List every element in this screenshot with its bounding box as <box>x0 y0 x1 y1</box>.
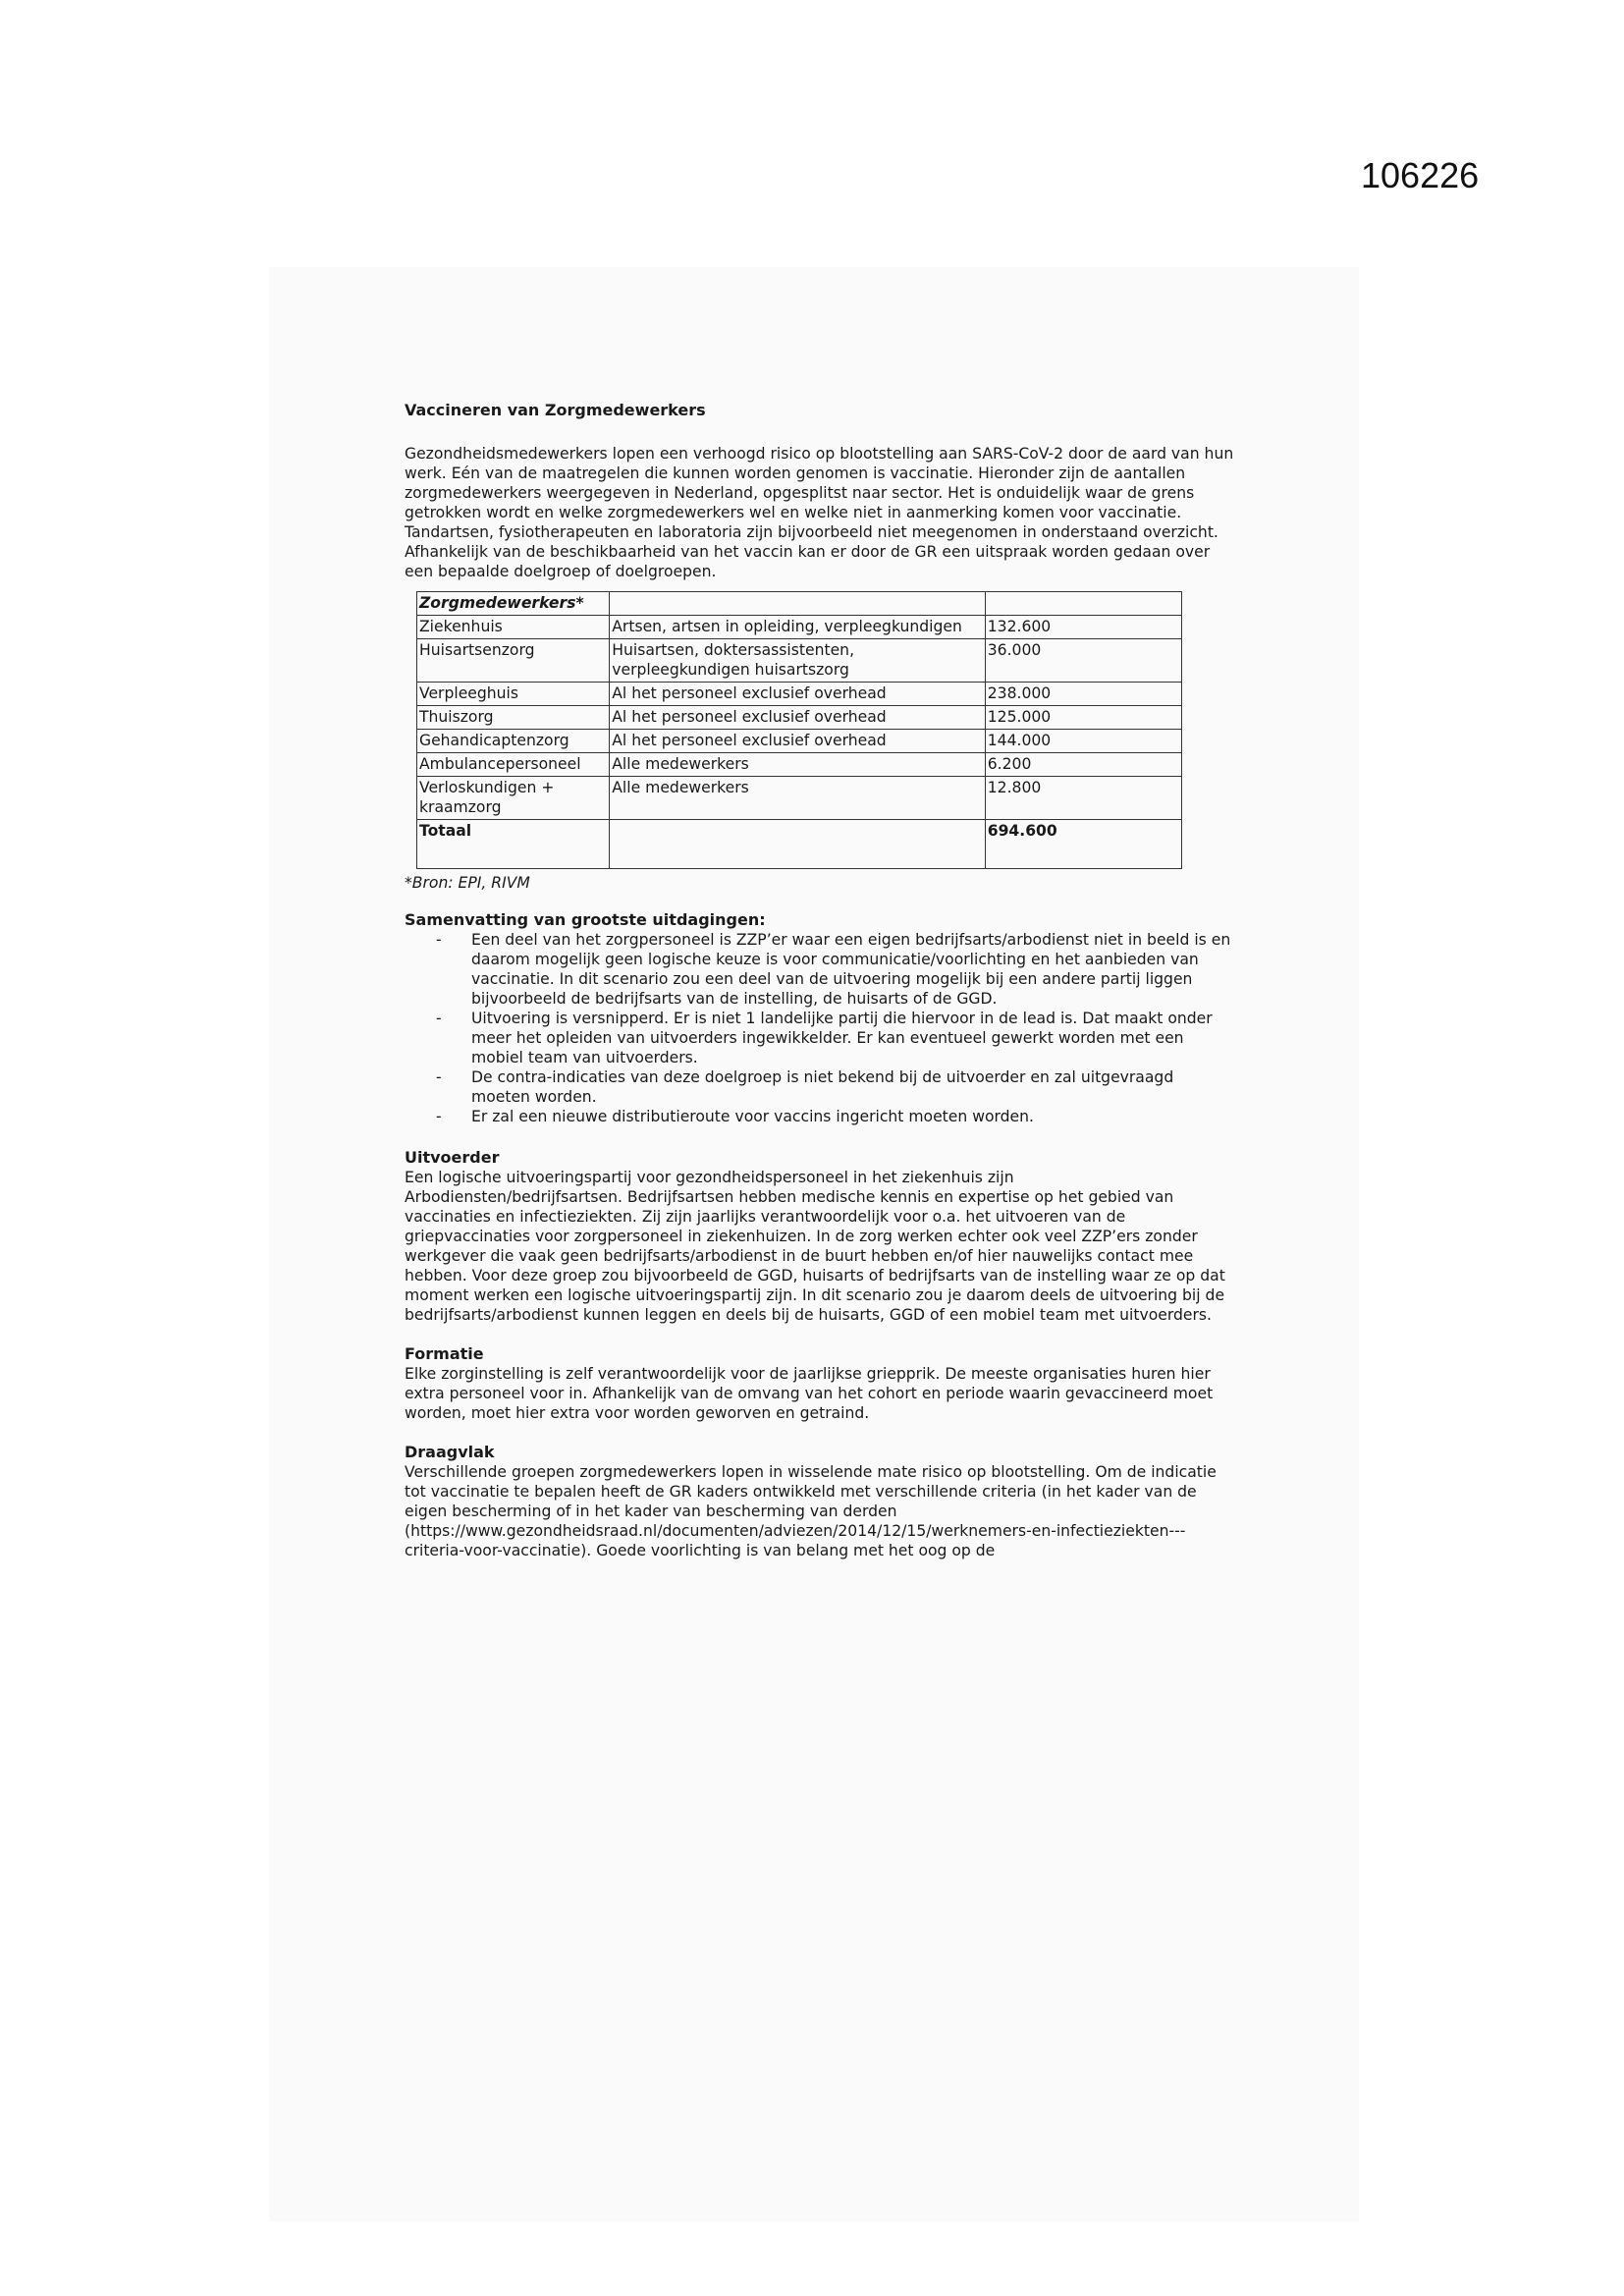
table-total-row <box>417 820 1182 869</box>
count-cell: 12.800 <box>985 777 1181 820</box>
sections-container <box>405 1148 1235 1560</box>
table-header-empty <box>610 592 985 616</box>
challenge-item <box>436 1009 1235 1067</box>
section-heading: Draagvlak <box>405 1443 495 1461</box>
table-row <box>417 616 1182 639</box>
table-row <box>417 706 1182 730</box>
description-cell: Alle medewerkers <box>610 753 985 777</box>
challenge-text: Uitvoering is versnipperd. Er is niet 1 landelijke partij die hiervoor in de lead is. Dat maakt onder meer het opleiden van uitvoerders ingewikkelder. Er kan eventueel gewerkt worden met een mobiel team van uitvoerders. <box>471 1010 1213 1066</box>
total-empty-cell <box>610 820 985 869</box>
section-body: Verschillende groepen zorgmedewerkers lopen in wisselende mate risico op blootstelling. Om de indicatie tot vaccinatie te bepalen heeft de GR kaders ontwikkeld met verschillende criteria (in het kader van de eigen bescherming of in het kader van bescherming van derden (https://www.gezondheidsraad.nl/documenten/adviezen/2014/12/15/werknemers-en-infectieziekten---criteria-voor-vaccinatie). Goede voorlichting is van belang met het oog op de <box>405 1463 1217 1559</box>
bullet-dash: - <box>436 931 442 949</box>
sector-cell: Ziekenhuis <box>417 616 610 639</box>
table-source-note: *Bron: EPI, RIVM <box>405 874 530 892</box>
bullet-dash: - <box>436 1108 442 1125</box>
challenge-item <box>436 930 1235 1009</box>
description-cell: Artsen, artsen in opleiding, verpleegkundigen <box>610 616 985 639</box>
count-cell: 238.000 <box>985 683 1181 706</box>
sector-cell: Gehandicaptenzorg <box>417 730 610 753</box>
sector-cell: Huisartsenzorg <box>417 639 610 683</box>
count-cell: 132.600 <box>985 616 1181 639</box>
description-cell: Al het personeel exclusief overhead <box>610 730 985 753</box>
section-heading: Formatie <box>405 1344 484 1363</box>
challenges-heading: Samenvatting van grootste uitdagingen: <box>405 910 766 929</box>
sector-cell: Ambulancepersoneel <box>417 753 610 777</box>
total-label-cell: Totaal <box>417 820 610 869</box>
table-header-cell: Zorgmedewerkers* <box>417 592 610 616</box>
description-cell: Alle medewerkers <box>610 777 985 820</box>
count-cell: 144.000 <box>985 730 1181 753</box>
count-cell: 6.200 <box>985 753 1181 777</box>
table-row <box>417 730 1182 753</box>
challenge-item <box>436 1067 1235 1107</box>
count-cell: 36.000 <box>985 639 1181 683</box>
intro-paragraph: Gezondheidsmedewerkers lopen een verhoogd risico op blootstelling aan SARS-CoV-2 door de aard van hun werk. Eén van de maatregelen die kunnen worden genomen is vaccinatie. Hieronder zijn de aantallen zorgmedewerkers weergegeven in Nederland, opgesplitst naar sector. Het is onduidelijk waar de grens getrokken wordt en welke zorgmedewerkers wel en welke niet in aanmerking komen voor vaccinatie. Tandartsen, fysiotherapeuten en laboratoria zijn bijvoorbeeld niet meegenomen in onderstaand overzicht. Afhankelijk van de beschikbaarheid van het vaccin kan er door de GR een uitspraak worden gedaan over een bepaalde doelgroep of doelgroepen. <box>405 445 1234 580</box>
challenge-item <box>436 1107 1235 1126</box>
section-body: Een logische uitvoeringspartij voor gezondheidspersoneel in het ziekenhuis zijn Arbodiensten/bedrijfsartsen. Bedrijfsartsen hebben medische kennis en expertise op het gebied van vaccinaties en infectieziekten. Zij zijn jaarlijks verantwoordelijk voor o.a. het uitvoeren van de griepvaccinaties voor zorgpersoneel in ziekenhuizen. In de zorg werken echter ook veel ZZP’ers zonder werkgever die vaak geen bedrijfsarts/arbodienst in de buurt hebben en/of hier nauwelijks contact mee hebben. Voor deze groep zou bijvoorbeeld de GGD, huisarts of bedrijfsarts van de instelling waar ze op dat moment werken een logische uitvoeringspartij zijn. In dit scenario zou je daarom deels de uitvoering bij de bedrijfsarts/arbodienst kunnen leggen en deels bij de huisarts, GGD of een mobiel team met uitvoerders. <box>405 1169 1225 1324</box>
healthcare-workers-table <box>416 591 1182 869</box>
challenge-text: Er zal een nieuwe distributieroute voor vaccins ingericht moeten worden. <box>471 1108 1034 1125</box>
challenge-text: De contra-indicaties van deze doelgroep is niet bekend bij de uitvoerder en zal uitgevraagd moeten worden. <box>471 1068 1174 1106</box>
table-row <box>417 683 1182 706</box>
description-cell: Al het personeel exclusief overhead <box>610 683 985 706</box>
bullet-dash: - <box>436 1010 442 1027</box>
table-header-row <box>417 592 1182 616</box>
description-cell: Huisartsen, doktersassistenten, verpleegkundigen huisartszorg <box>610 639 985 683</box>
section-uitvoerder <box>405 1148 1235 1325</box>
table-row <box>417 639 1182 683</box>
challenge-text: Een deel van het zorgpersoneel is ZZP’er waar een eigen bedrijfsarts/arbodienst niet in beeld is en daarom mogelijk geen logische keuze is voor communicatie/voorlichting en het aanbieden van vaccinatie. In dit scenario zou een deel van de uitvoering mogelijk bij een andere partij liggen bijvoorbeeld de bedrijfsarts van de instelling, de huisarts of de GGD. <box>471 931 1231 1008</box>
document-number: 106226 <box>1361 155 1480 195</box>
section-heading: Uitvoerder <box>405 1148 500 1167</box>
sector-cell: Verpleeghuis <box>417 683 610 706</box>
description-cell: Al het personeel exclusief overhead <box>610 706 985 730</box>
section-formatie <box>405 1344 1235 1423</box>
sector-cell: Verloskundigen + kraamzorg <box>417 777 610 820</box>
challenges-list <box>405 930 1235 1126</box>
sector-cell: Thuiszorg <box>417 706 610 730</box>
count-cell: 125.000 <box>985 706 1181 730</box>
section-draagvlak <box>405 1443 1235 1560</box>
bullet-dash: - <box>436 1068 442 1086</box>
table-header-empty <box>985 592 1181 616</box>
document-body <box>405 401 1235 1580</box>
table-row <box>417 777 1182 820</box>
document-title: Vaccineren van Zorgmedewerkers <box>405 401 706 419</box>
table-row <box>417 753 1182 777</box>
total-value-cell: 694.600 <box>985 820 1181 869</box>
section-body: Elke zorginstelling is zelf verantwoordelijk voor de jaarlijkse griepprik. De meeste organisaties huren hier extra personeel voor in. Afhankelijk van de omvang van het cohort en periode waarin gevaccineerd moet worden, moet hier extra voor worden geworven en getraind. <box>405 1365 1214 1422</box>
